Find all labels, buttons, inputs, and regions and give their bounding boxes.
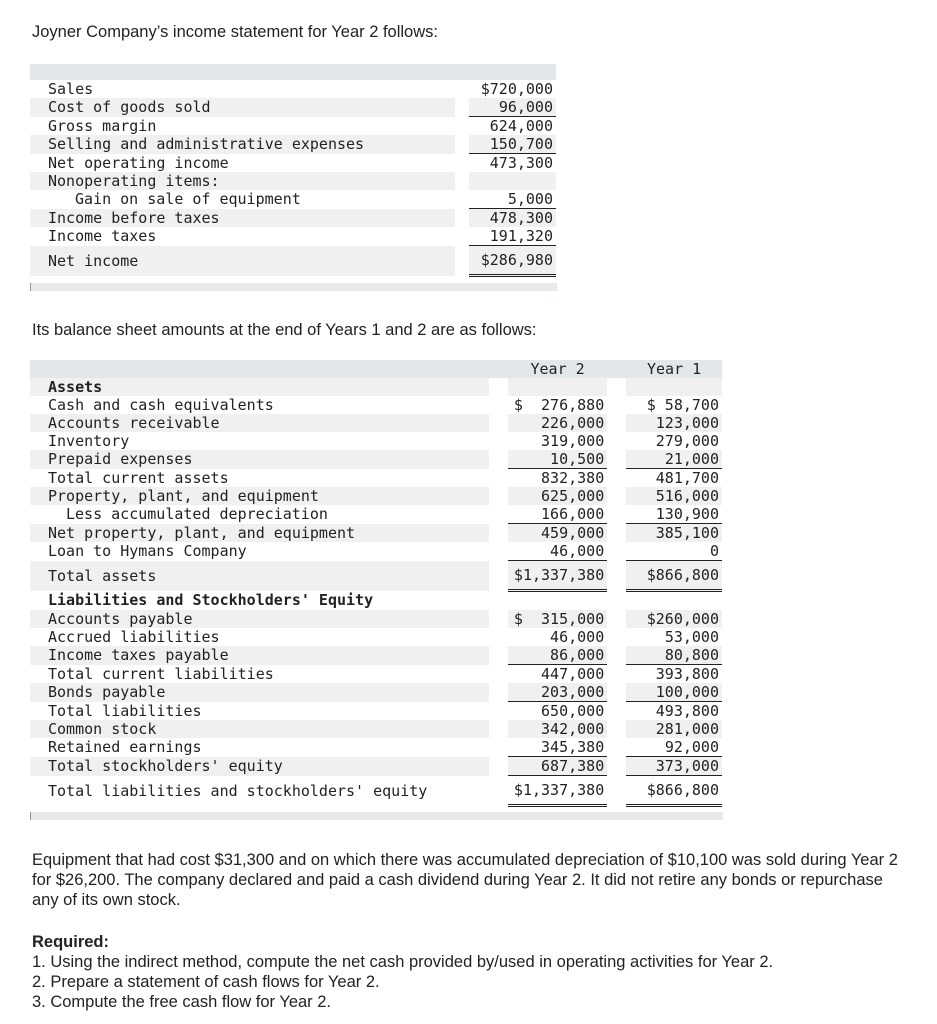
year-1-amount: 393,800 bbox=[655, 665, 719, 683]
income-statement-row bbox=[30, 246, 556, 276]
year-2-amount: 459,000 bbox=[508, 524, 607, 543]
account-label: Accounts receivable bbox=[30, 414, 489, 432]
account-label: Bonds payable bbox=[30, 683, 489, 702]
account-label: Less accumulated depreciation bbox=[66, 505, 328, 524]
year-2-amount: $ 315,000 bbox=[508, 610, 607, 628]
income-statement bbox=[30, 80, 556, 277]
year-1-header: Year 1 bbox=[626, 360, 722, 378]
year-1-amount: $866,800 bbox=[626, 776, 722, 806]
account-label: Retained earnings bbox=[48, 738, 202, 757]
year-1-amount: $866,800 bbox=[626, 561, 722, 591]
year-2-amount: $1,337,380 bbox=[508, 776, 607, 806]
account-label: Loan to Hymans Company bbox=[48, 542, 247, 561]
year-2-amount: 46,000 bbox=[550, 628, 605, 646]
year-2-amount: 447,000 bbox=[541, 665, 605, 683]
required-item-1: 1. Using the indirect method, compute the net cash provided by/used in operating activities for Year 2. bbox=[32, 953, 774, 971]
year-1-amount: 493,800 bbox=[655, 702, 719, 720]
balance-sheet-row bbox=[30, 432, 722, 450]
account-label: Inventory bbox=[48, 432, 130, 450]
intro-income-statement: Joyner Company’s income statement for Year 2 follows: bbox=[32, 23, 438, 41]
year-1-amount: 21,000 bbox=[626, 450, 722, 469]
year-1-amount: 281,000 bbox=[626, 720, 722, 738]
income-statement-row bbox=[30, 117, 556, 136]
income-statement-row bbox=[30, 190, 556, 209]
year-2-amount: 345,380 bbox=[508, 738, 607, 757]
line-item-label: Gross margin bbox=[48, 116, 157, 135]
required-heading: Required: bbox=[32, 933, 110, 951]
year-2-amount: 46,000 bbox=[508, 542, 607, 561]
line-item-label: Net income bbox=[30, 246, 455, 276]
balance-sheet-row bbox=[30, 396, 722, 414]
balance-sheet-row bbox=[30, 414, 722, 432]
balance-sheet-row bbox=[30, 524, 722, 543]
line-item-label: Gain on sale of equipment bbox=[75, 190, 301, 209]
line-item-label: Cost of goods sold bbox=[30, 98, 455, 117]
line-item-amount bbox=[469, 172, 556, 190]
balance-sheet-scrollbar[interactable] bbox=[30, 812, 723, 820]
balance-sheet-row bbox=[30, 561, 722, 591]
line-item-amount: 624,000 bbox=[489, 117, 553, 135]
account-label: Total liabilities and stockholders' equity bbox=[48, 781, 428, 800]
income-statement-row bbox=[30, 227, 556, 246]
year-1-amount: 92,000 bbox=[626, 738, 722, 757]
account-label: Total stockholders' equity bbox=[30, 757, 489, 776]
year-2-amount: 226,000 bbox=[508, 414, 607, 432]
income-statement-row bbox=[30, 154, 556, 173]
account-label: Common stock bbox=[30, 720, 489, 738]
account-label: Total current assets bbox=[48, 468, 229, 487]
balance-sheet-row bbox=[30, 469, 722, 488]
account-label: Prepaid expenses bbox=[30, 450, 489, 469]
balance-sheet-row bbox=[30, 610, 722, 628]
line-item-amount: $720,000 bbox=[480, 80, 553, 98]
account-label: Assets bbox=[30, 378, 489, 396]
balance-sheet-row bbox=[30, 738, 722, 757]
line-item-amount: 478,300 bbox=[469, 209, 556, 228]
year-2-amount: 166,000 bbox=[508, 505, 607, 524]
balance-sheet-row bbox=[30, 378, 722, 396]
line-item-amount: 96,000 bbox=[469, 98, 556, 117]
line-item-amount: 5,000 bbox=[469, 190, 556, 209]
year-2-amount: 687,380 bbox=[508, 757, 607, 776]
year-1-amount: 0 bbox=[626, 542, 722, 561]
balance-sheet-row bbox=[30, 757, 722, 776]
year-1-amount: 481,700 bbox=[655, 469, 719, 487]
income-statement-table bbox=[30, 64, 556, 277]
year-2-amount: 10,500 bbox=[508, 450, 607, 469]
account-label: Total assets bbox=[30, 561, 489, 591]
account-label: Accrued liabilities bbox=[48, 628, 220, 646]
year-2-amount bbox=[508, 378, 607, 396]
line-item-label: Income taxes bbox=[48, 227, 157, 246]
year-2-header: Year 2 bbox=[508, 360, 607, 378]
balance-sheet-row bbox=[30, 505, 722, 524]
balance-sheet-row bbox=[30, 487, 722, 505]
account-label: Cash and cash equivalents bbox=[48, 396, 274, 414]
year-2-amount: 625,000 bbox=[508, 487, 607, 505]
line-item-label: Nonoperating items: bbox=[30, 172, 455, 190]
line-item-label: Sales bbox=[48, 80, 94, 98]
year-2-amount: 342,000 bbox=[508, 720, 607, 738]
balance-sheet-table bbox=[30, 360, 722, 807]
year-1-amount bbox=[626, 378, 722, 396]
line-item-amount: 150,700 bbox=[469, 135, 556, 154]
line-item-amount: 473,300 bbox=[489, 154, 553, 172]
balance-sheet-row bbox=[30, 646, 722, 665]
line-item-label: Income before taxes bbox=[30, 209, 455, 228]
line-item-amount: 191,320 bbox=[469, 227, 556, 246]
account-label: Property, plant, and equipment bbox=[30, 487, 489, 505]
balance-sheet-row bbox=[30, 776, 722, 806]
account-label: Accounts payable bbox=[30, 610, 489, 628]
balance-sheet-row bbox=[30, 542, 722, 561]
line-item-label: Net operating income bbox=[48, 153, 229, 172]
balance-sheet-row bbox=[30, 628, 722, 646]
year-2-amount: $ 276,880 bbox=[513, 396, 605, 414]
year-1-amount: 53,000 bbox=[664, 628, 719, 646]
balance-sheet-row bbox=[30, 702, 722, 721]
balance-sheet-row bbox=[30, 665, 722, 684]
balance-sheet-row bbox=[30, 720, 722, 738]
year-1-amount: 130,900 bbox=[626, 505, 722, 524]
year-1-amount: 80,800 bbox=[626, 646, 722, 665]
year-2-amount bbox=[508, 591, 607, 611]
income-statement-row bbox=[30, 209, 556, 228]
account-label: Income taxes payable bbox=[30, 646, 489, 665]
year-2-amount: 86,000 bbox=[508, 646, 607, 665]
year-1-amount: 100,000 bbox=[626, 683, 722, 702]
year-2-amount: 319,000 bbox=[541, 432, 605, 450]
year-1-amount: 279,000 bbox=[655, 432, 719, 450]
account-label: Total current liabilities bbox=[48, 664, 274, 683]
account-label: Liabilities and Stockholders' Equity bbox=[48, 591, 374, 610]
year-2-amount: 832,380 bbox=[541, 469, 605, 487]
year-1-amount bbox=[626, 591, 722, 611]
balance-sheet-row bbox=[30, 591, 722, 611]
year-1-amount: 373,000 bbox=[626, 757, 722, 776]
income-statement-row bbox=[30, 80, 556, 98]
account-label: Total liabilities bbox=[48, 701, 202, 720]
year-1-amount: 123,000 bbox=[626, 414, 722, 432]
year-1-amount: 516,000 bbox=[626, 487, 722, 505]
required-section bbox=[32, 932, 912, 1012]
year-1-amount: 385,100 bbox=[626, 524, 722, 543]
intro-balance-sheet: Its balance sheet amounts at the end of Years 1 and 2 are as follows: bbox=[32, 321, 537, 339]
required-item-2: 2. Prepare a statement of cash flows for Year 2. bbox=[32, 973, 380, 991]
balance-sheet-row bbox=[30, 450, 722, 469]
line-item-amount: $286,980 bbox=[469, 246, 556, 276]
income-statement-row bbox=[30, 135, 556, 154]
income-statement-row bbox=[30, 172, 556, 190]
year-2-amount: $1,337,380 bbox=[508, 561, 607, 591]
account-label: Net property, plant, and equipment bbox=[30, 524, 489, 543]
balance-sheet-row bbox=[30, 683, 722, 702]
income-statement-scrollbar[interactable] bbox=[30, 283, 557, 291]
year-1-amount: $260,000 bbox=[626, 610, 722, 628]
required-item-3: 3. Compute the free cash flow for Year 2. bbox=[32, 993, 332, 1011]
balance-sheet bbox=[30, 360, 722, 807]
year-2-amount: 203,000 bbox=[508, 683, 607, 702]
year-2-amount: 650,000 bbox=[541, 702, 605, 720]
equipment-note: Equipment that had cost $31,300 and on which there was accumulated depreciation of $10,100 was sold during Year 2 for $26,200. The company declared and paid a cash dividend during Year 2. It did not retire any bonds or repurchase any of its own stock. bbox=[32, 851, 898, 909]
income-statement-row bbox=[30, 98, 556, 117]
year-1-amount: $ 58,700 bbox=[646, 396, 719, 414]
line-item-label: Selling and administrative expenses bbox=[30, 135, 455, 154]
